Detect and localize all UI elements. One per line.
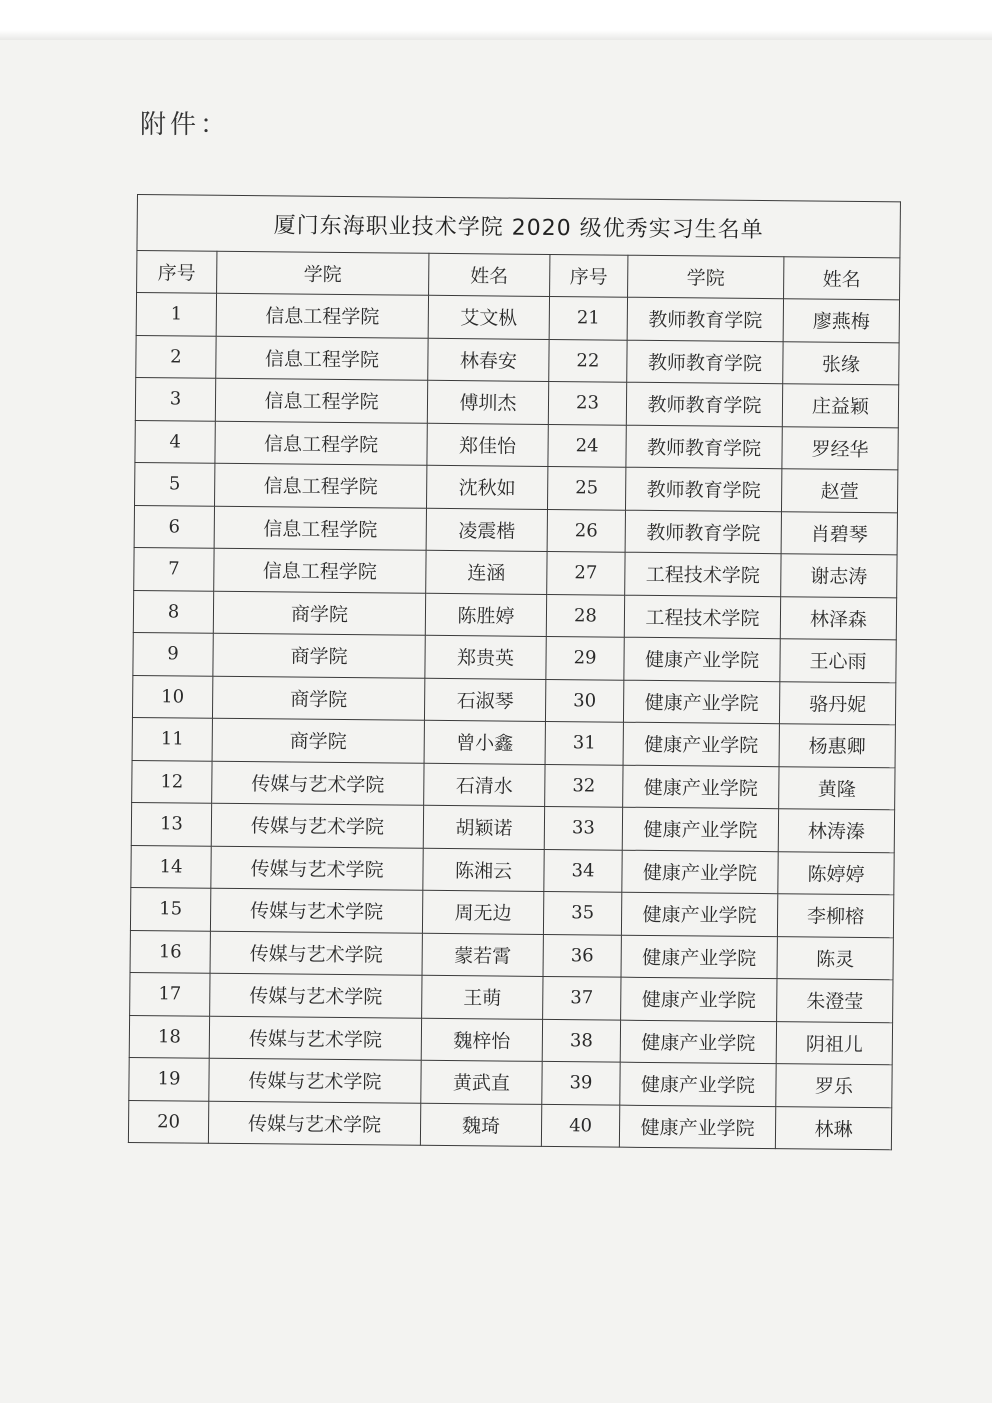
seq-cell: 3 [135,377,215,420]
name-cell: 杨惠卿 [779,724,895,768]
intern-list-sheet [128,194,900,1150]
seq-cell: 26 [547,509,625,552]
table-row [132,717,895,767]
seq-cell: 38 [542,1019,620,1062]
table-row [130,972,893,1022]
name-cell: 王萌 [422,975,543,1019]
college-cell: 健康产业学院 [621,935,777,979]
name-cell: 陈婷婷 [778,851,894,895]
seq-cell: 8 [133,590,213,633]
seq-cell: 15 [130,887,210,930]
college-cell: 健康产业学院 [620,1020,776,1064]
seq-cell: 29 [546,636,624,679]
seq-cell: 25 [547,466,625,509]
header-cell: 学院 [217,251,429,295]
seq-cell: 33 [544,806,622,849]
table-row [130,887,893,937]
college-cell: 商学院 [212,718,424,763]
seq-cell: 16 [130,930,210,973]
table-row [134,505,897,555]
seq-cell: 30 [545,679,623,722]
college-cell: 教师教育学院 [625,467,781,511]
seq-cell: 34 [544,849,622,892]
seq-cell: 13 [131,802,211,845]
name-cell: 林涛溱 [778,809,894,853]
name-cell: 石淑琴 [424,678,545,722]
name-cell: 艾文枞 [428,295,549,339]
college-cell: 传媒与艺术学院 [210,888,422,933]
table-row [131,802,894,852]
college-cell: 教师教育学院 [626,425,782,469]
college-cell: 信息工程学院 [216,293,428,338]
header-row [137,251,900,300]
seq-cell: 2 [136,335,216,378]
name-cell: 肖碧琴 [781,511,897,555]
seq-cell: 5 [135,462,215,505]
seq-cell: 14 [131,845,211,888]
seq-cell: 19 [129,1057,209,1100]
college-cell: 信息工程学院 [216,336,428,381]
table-row [131,845,894,895]
table-row [134,547,897,597]
seq-cell: 17 [130,972,210,1015]
college-cell: 信息工程学院 [215,378,427,423]
name-cell: 郑佳怡 [427,423,548,467]
college-cell: 传媒与艺术学院 [211,846,423,891]
name-cell: 朱澄莹 [777,979,893,1023]
seq-cell: 7 [134,547,214,590]
name-cell: 王心雨 [780,639,896,683]
name-cell: 蒙若霄 [422,933,543,977]
seq-cell: 20 [128,1100,208,1143]
seq-cell: 28 [546,594,624,637]
college-cell: 商学院 [212,676,424,721]
college-cell: 信息工程学院 [215,463,427,508]
name-cell: 庄益颖 [782,384,898,428]
table-row [129,1057,892,1107]
seq-cell: 35 [543,891,621,934]
college-cell: 传媒与艺术学院 [209,1058,421,1103]
seq-cell: 1 [136,293,216,336]
college-cell: 教师教育学院 [627,340,783,384]
name-cell: 廖燕梅 [783,299,899,343]
name-cell: 阴祖儿 [776,1021,892,1065]
seq-cell: 21 [549,296,627,339]
table-row [135,420,898,470]
seq-cell: 18 [129,1015,209,1058]
college-cell: 商学院 [213,591,425,636]
college-cell: 工程技术学院 [625,552,781,596]
table-row [135,462,898,512]
college-cell: 信息工程学院 [214,506,426,551]
seq-cell: 32 [545,764,623,807]
table-title: 厦门东海职业技术学院 2020 级优秀实习生名单 [137,195,901,258]
college-cell: 教师教育学院 [626,382,782,426]
name-cell: 张缘 [783,341,899,385]
name-cell: 罗乐 [776,1064,892,1108]
name-cell: 林春安 [428,338,549,382]
seq-cell: 6 [134,505,214,548]
college-cell: 健康产业学院 [620,1062,776,1106]
table-row [136,293,899,343]
seq-cell: 4 [135,420,215,463]
name-cell: 郑贵英 [425,635,546,679]
header-cell: 姓名 [784,257,900,300]
header-cell: 学院 [628,255,784,298]
college-cell: 教师教育学院 [627,297,783,341]
table-row [132,760,895,810]
table-row [128,1100,891,1150]
name-cell: 魏梓怡 [421,1018,542,1062]
seq-cell: 39 [542,1061,620,1104]
name-cell: 林琳 [775,1106,891,1150]
name-cell: 胡颖诺 [423,805,544,849]
seq-cell: 12 [132,760,212,803]
intern-list-table [128,194,901,1150]
seq-cell: 10 [132,675,212,718]
seq-cell: 40 [541,1104,619,1147]
name-cell: 李柳榕 [777,894,893,938]
college-cell: 商学院 [213,633,425,678]
college-cell: 健康产业学院 [623,680,779,724]
name-cell: 骆丹妮 [779,681,895,725]
college-cell: 信息工程学院 [214,548,426,593]
college-cell: 工程技术学院 [624,595,780,639]
seq-cell: 27 [547,551,625,594]
name-cell: 凌震楷 [426,508,547,552]
college-cell: 健康产业学院 [621,977,777,1021]
name-cell: 陈胜婷 [425,593,546,637]
name-cell: 沈秋如 [427,465,548,509]
name-cell: 傅圳杰 [427,380,548,424]
college-cell: 健康产业学院 [623,722,779,766]
seq-cell: 31 [545,721,623,764]
scan-top-edge [0,0,992,40]
name-cell: 黄隆 [779,766,895,810]
table-row [129,1015,892,1065]
name-cell: 曾小鑫 [424,720,545,764]
seq-cell: 9 [133,632,213,675]
name-cell: 魏琦 [420,1103,541,1147]
seq-cell: 24 [548,424,626,467]
college-cell: 教师教育学院 [625,510,781,554]
name-cell: 陈灵 [777,936,893,980]
table-row [132,675,895,725]
header-cell: 序号 [550,254,628,297]
name-cell: 黄武直 [421,1060,542,1104]
header-cell: 姓名 [429,253,550,296]
name-cell: 连涵 [426,550,547,594]
table-row [133,632,896,682]
seq-cell: 37 [543,976,621,1019]
name-cell: 林泽森 [780,596,896,640]
name-cell: 赵萱 [781,469,897,513]
name-cell: 周无边 [422,890,543,934]
college-cell: 健康产业学院 [622,850,778,894]
name-cell: 陈湘云 [423,848,544,892]
college-cell: 健康产业学院 [621,892,777,936]
college-cell: 健康产业学院 [619,1105,775,1149]
name-cell: 谢志涛 [781,554,897,598]
college-cell: 健康产业学院 [623,765,779,809]
college-cell: 健康产业学院 [624,637,780,681]
seq-cell: 23 [548,381,626,424]
header-cell: 序号 [137,251,217,294]
table-row [130,930,893,980]
college-cell: 健康产业学院 [622,807,778,851]
table-row [135,377,898,427]
college-cell: 信息工程学院 [215,421,427,466]
seq-cell: 22 [549,339,627,382]
college-cell: 传媒与艺术学院 [211,803,423,848]
college-cell: 传媒与艺术学院 [212,761,424,806]
college-cell: 传媒与艺术学院 [208,1101,420,1146]
college-cell: 传媒与艺术学院 [209,1016,421,1061]
seq-cell: 36 [543,934,621,977]
college-cell: 传媒与艺术学院 [210,973,422,1018]
college-cell: 传媒与艺术学院 [210,931,422,976]
attachment-label: 附件： [140,110,231,140]
seq-cell: 11 [132,717,212,760]
table-row [136,335,899,385]
table-row [133,590,896,640]
name-cell: 罗经华 [782,426,898,470]
name-cell: 石清水 [424,763,545,807]
